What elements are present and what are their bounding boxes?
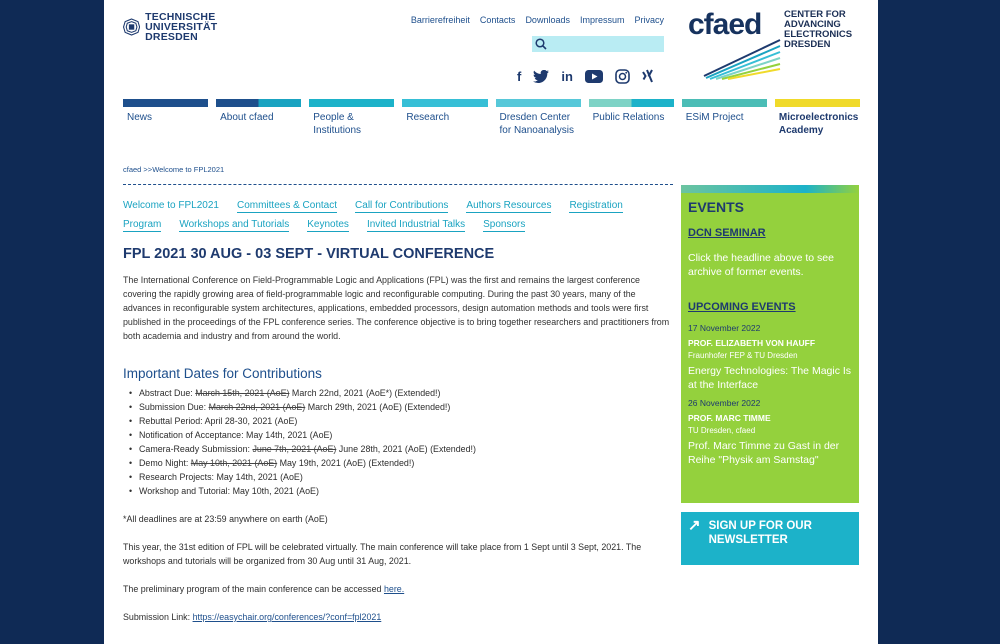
breadcrumb[interactable]: cfaed >>Welcome to FPL2021 <box>123 165 225 174</box>
page <box>104 0 878 644</box>
subnav-keynotes[interactable]: Keynotes <box>307 219 349 230</box>
list-item: • Abstract Due: March 15th, 2021 (AoE) March 22nd, 2021 (AoE*) (Extended!) <box>123 386 673 400</box>
event-title-link[interactable]: Energy Technologies: The Magic Is at the Interface <box>688 365 852 391</box>
list-item: • Research Projects: May 14th, 2021 (AoE) <box>123 470 673 484</box>
privacy-link[interactable]: Privacy <box>634 15 664 25</box>
program-link[interactable]: here. <box>383 584 405 594</box>
nav-label: ESiM Project <box>685 112 744 123</box>
youtube-icon[interactable] <box>585 68 603 84</box>
subnav-committees[interactable]: Committees & Contact <box>236 200 338 211</box>
event-person: PROF. ELIZABETH VON HAUFF <box>688 338 816 348</box>
events-panel <box>681 185 859 503</box>
nav-bar <box>496 99 581 107</box>
nav-label: People & Institutions <box>313 112 362 136</box>
subnav-welcome[interactable]: Welcome to FPL2021 <box>123 200 219 211</box>
list-item: • Rebuttal Period: April 28-30, 2021 (AoE) <box>123 414 673 428</box>
nav-bar <box>123 99 208 107</box>
nav-label: Research <box>406 112 450 123</box>
subnav-industrial[interactable]: Invited Industrial Talks <box>366 219 466 230</box>
nav-bar <box>682 99 767 107</box>
search-box <box>532 36 664 52</box>
upcoming-events-link[interactable]: UPCOMING EVENTS <box>688 301 796 313</box>
virtual-note: This year, the 31st edition of FPL will be celebrated virtually. The main conference will take place from 1 Sept until 3 Sept, 2021. The workshops and tutorials will be organized from 30 Aug until 31 Aug, 2021. <box>123 542 642 566</box>
search-icon[interactable] <box>535 38 547 50</box>
nav-bar <box>775 99 860 107</box>
impressum-link[interactable]: Impressum <box>579 15 625 25</box>
events-stripe <box>681 185 859 193</box>
subnav-workshops[interactable]: Workshops and Tutorials <box>179 219 290 230</box>
nav-label: Public Relations <box>592 112 665 123</box>
nav-esim[interactable] <box>682 99 767 137</box>
event-org: TU Dresden, cfaed <box>688 426 756 435</box>
nav-bar <box>589 99 674 107</box>
subnav-authors[interactable]: Authors Resources <box>466 200 552 211</box>
twitter-icon[interactable] <box>533 68 549 84</box>
top-links <box>411 15 664 25</box>
nav-public-relations[interactable] <box>589 99 674 137</box>
event-org: Fraunhofer FEP & TU Dresden <box>688 351 798 360</box>
event-date: 17 November 2022 <box>688 323 761 333</box>
cfaed-logo[interactable] <box>688 8 863 80</box>
event-title-link[interactable]: Prof. Marc Timme zu Gast in der Reihe "Physik am Samstag" <box>688 440 840 466</box>
nav-people[interactable] <box>309 99 394 137</box>
nav-about[interactable] <box>216 99 301 137</box>
nav-bar <box>402 99 487 107</box>
tud-logo-text: TECHNISCHE UNIVERSITÄT DRESDEN <box>145 11 218 43</box>
nav-research[interactable] <box>402 99 487 137</box>
divider <box>123 184 673 185</box>
nav-label: Dresden Center for Nanoanalysis <box>499 112 574 136</box>
cfaed-wordmark: cfaed <box>688 8 762 41</box>
deadline-note: *All deadlines are at 23:59 anywhere on earth (AoE) <box>123 514 328 524</box>
dates-heading: Important Dates for Contributions <box>123 366 322 381</box>
list-item: • Camera-Ready Submission: June 7th, 2021 (AoE) June 28th, 2021 (AoE) (Extended!) <box>123 442 673 456</box>
tud-logo[interactable] <box>123 9 253 45</box>
barrierefreiheit-link[interactable]: Barrierefreiheit <box>410 15 470 25</box>
program-note: The preliminary program of the main conference can be accessed here. <box>123 584 405 594</box>
conference-subnav <box>123 200 673 232</box>
subnav-sponsors[interactable]: Sponsors <box>483 219 526 230</box>
search-input[interactable] <box>550 37 660 51</box>
subnav-registration[interactable]: Registration <box>569 200 623 211</box>
contacts-link[interactable]: Contacts <box>479 15 516 25</box>
nav-label: About cfaed <box>220 112 274 123</box>
cfaed-subtitle: CENTER FOR ADVANCING ELECTRONICS DRESDEN <box>784 9 853 50</box>
list-item: • Notification of Acceptance: May 14th, 2021 (AoE) <box>123 428 673 442</box>
nav-dcn[interactable] <box>496 99 581 137</box>
intro-paragraph: The International Conference on Field-Programmable Logic and Applications (FPL) was the first and remains the largest conference covering the rapidly growing area of field-programmable logic and reconfigurable computing. During the past 30 years, many of the advances in reconfigurable system architectures, applications, embedded processors, design automation methods and tools were first published in the proceedings of the FPL conference series. The conference objective is to bring together researchers and practitioners from both academia and industry and from around the world. <box>123 275 670 341</box>
cfaed-swoosh-icon <box>702 36 782 80</box>
nav-academy[interactable] <box>775 99 860 137</box>
nav-bar <box>216 99 301 107</box>
tud-emblem-icon <box>123 11 140 43</box>
nav-label: News <box>127 112 153 123</box>
list-item: • Workshop and Tutorial: May 10th, 2021 (AoE) <box>123 484 673 498</box>
facebook-icon[interactable]: f <box>517 68 522 84</box>
seminar-description: Click the headline above to see archive of former events. <box>688 252 834 278</box>
xing-icon[interactable] <box>642 68 654 84</box>
page-title: FPL 2021 30 AUG - 03 SEPT - VIRTUAL CONFERENCE <box>123 246 495 262</box>
events-title: EVENTS <box>688 199 745 215</box>
newsletter-label: SIGN UP FOR OUR NEWSLETTER <box>708 520 812 546</box>
subnav-call[interactable]: Call for Contributions <box>355 200 449 211</box>
nav-bar <box>309 99 394 107</box>
dates-list <box>123 386 673 498</box>
nav-news[interactable] <box>123 99 208 137</box>
instagram-icon[interactable] <box>615 68 630 84</box>
main-nav <box>123 99 860 137</box>
downloads-link[interactable]: Downloads <box>525 15 570 25</box>
event-person: PROF. MARC TIMME <box>688 413 771 423</box>
submission-link[interactable]: https://easychair.org/conferences/?conf=fpl2021 <box>192 612 382 622</box>
list-item: • Demo Night: May 10th, 2021 (AoE) May 19th, 2021 (AoE) (Extended!) <box>123 456 673 470</box>
social-links <box>517 68 654 84</box>
linkedin-icon[interactable]: in <box>561 68 573 84</box>
list-item: • Submission Due: March 22nd, 2021 (AoE) March 29th, 2021 (AoE) (Extended!) <box>123 400 673 414</box>
main-content <box>123 200 673 624</box>
newsletter-signup-button[interactable] <box>681 512 859 565</box>
subnav-program[interactable]: Program <box>123 219 162 230</box>
event-date: 26 November 2022 <box>688 398 761 408</box>
submission-note: Submission Link: https://easychair.org/conferences/?conf=fpl2021 <box>123 612 382 622</box>
arrow-up-right-icon: ↗ <box>688 517 701 534</box>
nav-label: Microelectronics Academy <box>778 112 859 136</box>
dcn-seminar-link[interactable]: DCN SEMINAR <box>688 227 766 239</box>
